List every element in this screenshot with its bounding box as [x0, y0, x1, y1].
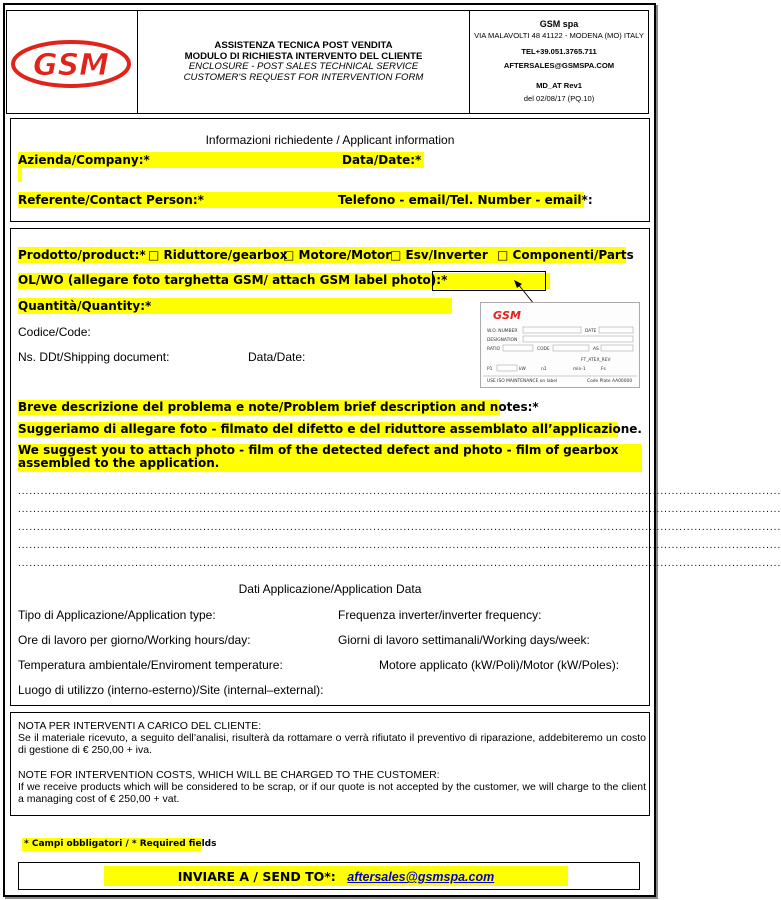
plate-field-designation: DESIGNATION	[487, 338, 518, 343]
title-line-2: MODULO DI RICHIESTA INTERVENTO DEL CLIENTE	[184, 50, 423, 62]
temperature-label[interactable]: Temperatura ambientale/Enviroment temperature:	[18, 658, 283, 672]
note-en-body: If we receive products which will be considered to be scrap, or if our quote is not accepted by the customer, we will charge to the client a managing cost of € 250,00 + vat.	[18, 781, 646, 805]
send-to-label: INVIARE A / SEND TO*:	[177, 869, 336, 884]
plate-field-code: CODE	[537, 347, 550, 352]
description-line-3[interactable]: ..........................................................................................................................................................................................................	[18, 522, 781, 533]
application-type-label[interactable]: Tipo di Applicazione/Application type:	[18, 608, 216, 622]
plate-field-ratio: RATIO	[487, 347, 500, 352]
note-it-body: Se il materiale ricevuto, a seguito dell’analisi, risulterà da rottamare o verrà rifiutato il preventivo di riparazione, addebiteremo un costo di gestione di € 250,00 + iva.	[18, 732, 646, 756]
title-line-1: ASSISTENZA TECNICA POST VENDITA	[214, 40, 393, 51]
plate-field-date: DATE	[585, 329, 597, 334]
send-to-line	[104, 869, 568, 884]
subtitle-line-2: CUSTOMER'S REQUEST FOR INTERVENTION FORM	[183, 71, 424, 83]
code-label[interactable]: Codice/Code:	[18, 325, 91, 339]
company-address: VIA MALAVOLTI 48 41122 - MODENA (MO) ITALY	[474, 31, 644, 40]
plate-field-as: AS	[593, 347, 599, 352]
plate-brand: GSM	[493, 309, 521, 322]
plate-field-fs: Fs	[601, 367, 606, 372]
company-highlight-ext	[18, 168, 22, 182]
logo-text: GSM	[32, 48, 110, 83]
company-cell	[470, 11, 648, 113]
date-label: Data/Date:*	[342, 153, 422, 167]
problem-label[interactable]: Breve descrizione del problema e note/Problem brief description and notes:*	[18, 400, 539, 414]
inverter-frequency-label[interactable]: Frequenza inverter/inverter frequency:	[338, 608, 542, 622]
option-motor[interactable]: □ Motore/Motor	[283, 248, 392, 262]
contact-label[interactable]: Referente/Contact Person:*	[18, 193, 204, 207]
note-it	[18, 720, 646, 756]
gsm-logo	[7, 11, 138, 113]
plate-field-kw: kW	[519, 367, 526, 372]
description-line-5[interactable]: ..........................................................................................................................................................................................................	[18, 558, 781, 569]
olwo-label: OL/WO (allegare foto targhetta GSM/ attach GSM label photo):*	[18, 273, 448, 287]
plate-field-atex: FT_ATEX_REV	[581, 358, 611, 363]
option-parts[interactable]: □ Componenti/Parts	[497, 248, 634, 262]
send-to-email-link[interactable]: aftersales@gsmspa.com	[347, 870, 495, 884]
company-label: Azienda/Company:*	[18, 153, 150, 167]
plate-field-maintenance: USE ISO MAINTENANCE on label	[487, 379, 558, 384]
plate-field-min: min-1	[573, 367, 586, 372]
company-email: AFTERSALES@GSMSPA.COM	[503, 61, 615, 70]
title-cell	[138, 11, 470, 113]
option-inverter[interactable]: □ Esv/Inverter	[390, 248, 488, 262]
option-gearbox[interactable]: □ Riduttore/gearbox	[148, 248, 288, 262]
form-header	[6, 10, 649, 114]
doc-code: MD_AT Rev1	[536, 81, 582, 90]
plate-field-p1: P1	[487, 367, 493, 372]
description-line-2[interactable]: ..........................................................................................................................................................................................................	[18, 504, 781, 515]
note-it-title: NOTA PER INTERVENTI A CARICO DEL CLIENTE:	[18, 720, 262, 732]
doc-date: del 02/08/17 (PQ.10)	[523, 94, 595, 103]
plate-field-codeplate: Code Plate AA00000	[587, 379, 633, 384]
product-label: Prodotto/product:*	[18, 248, 146, 262]
company-phone: TEL+39.051.3765.711	[521, 47, 597, 56]
quantity-label[interactable]: Quantità/Quantity:*	[18, 299, 152, 313]
phone-email-label[interactable]: Telefono - email/Tel. Number - email*:	[338, 193, 593, 207]
plate-field-wo: W.O. NUMBER	[487, 329, 518, 334]
gsm-label-plate-image	[480, 302, 640, 388]
logo-cell	[7, 11, 138, 113]
company-name: GSM spa	[539, 19, 579, 29]
working-hours-label[interactable]: Ore di lavoro per giorno/Working hours/day:	[18, 633, 251, 647]
working-days-label[interactable]: Giorni di lavoro settimanali/Working days/week:	[338, 633, 590, 647]
applicant-heading: Informazioni richiedente / Applicant information	[205, 133, 455, 147]
required-fields-note: * Campi obbligatori / * Required fields	[24, 839, 217, 849]
motor-label[interactable]: Motore applicato (kW/Poli)/Motor (kW/Poles):	[379, 658, 620, 672]
site-label[interactable]: Luogo di utilizzo (interno-esterno)/Site (internal–external):	[18, 683, 324, 697]
note-en	[18, 769, 646, 805]
application-heading: Dati Applicazione/Application Data	[238, 582, 422, 596]
ddt-date-label[interactable]: Data/Date:	[248, 350, 306, 364]
ddt-label[interactable]: Ns. DDt/Shipping document:	[18, 350, 170, 364]
description-line-4[interactable]: ..........................................................................................................................................................................................................	[18, 540, 781, 551]
subtitle-line-1: ENCLOSURE - POST SALES TECHNICAL SERVICE	[188, 61, 419, 72]
note-en-title: NOTE FOR INTERVENTION COSTS, WHICH WILL BE CHARGED TO THE CUSTOMER:	[18, 769, 440, 781]
suggest-it-text: Suggeriamo di allegare foto - filmato del difetto e del riduttore assemblato all’applicazione.	[18, 422, 642, 436]
description-line-1[interactable]: ..........................................................................................................................................................................................................	[18, 486, 781, 497]
plate-field-n1: n1	[541, 367, 547, 372]
suggest-en-text: We suggest you to attach photo - film of the detected defect and photo - film of gearbox assembled to the application.	[18, 443, 619, 470]
